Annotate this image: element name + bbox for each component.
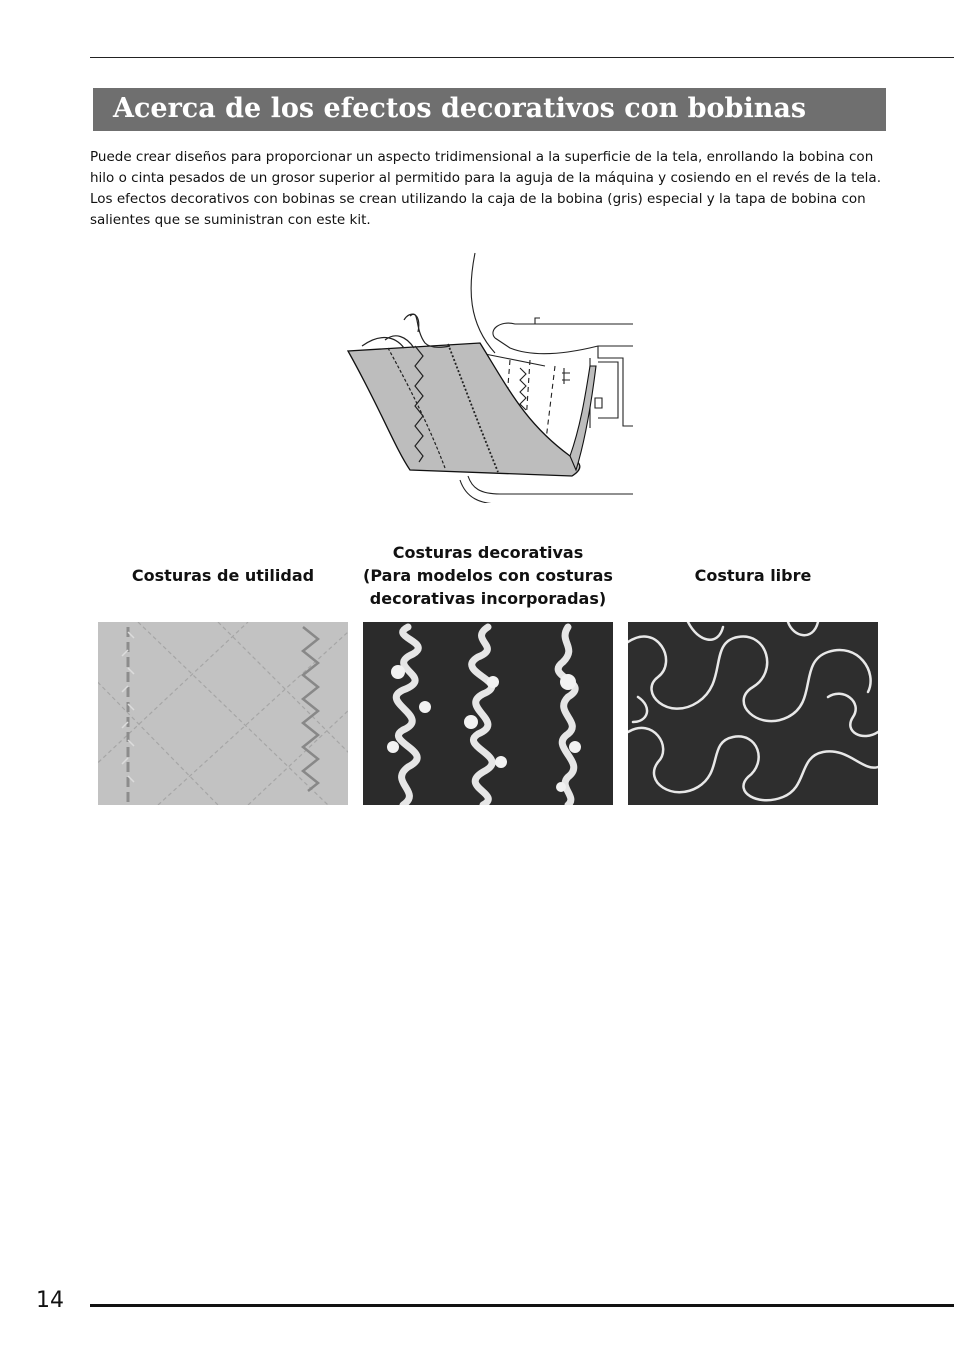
label-line: (Para modelos con costuras [363, 566, 613, 585]
label-utility-stitches [98, 564, 348, 587]
intro-line: Los efectos decorativos con bobinas se crean utilizando la caja de la bobina (gris) especial y la tapa de bobina con [90, 191, 866, 207]
decorative-stitch-photo [363, 622, 613, 805]
label-line: decorativas incorporadas) [369, 589, 607, 608]
label-line: Costuras decorativas [392, 543, 584, 562]
sewing-machine-fabric-icon [340, 248, 635, 503]
intro-paragraph [90, 147, 890, 231]
bottom-rule [90, 1304, 954, 1307]
intro-line: Puede crear diseños para proporcionar un aspecto tridimensional a la superficie de la tela, enrollando la bobina con [90, 149, 874, 165]
free-motion-photo [628, 622, 878, 805]
intro-line: hilo o cinta pesados de un grosor superior al permitido para la aguja de la máquina y cosiendo en el revés de la tela. [90, 170, 881, 186]
section-title-bar [93, 88, 886, 131]
label-free-motion [628, 564, 878, 587]
intro-line: salientes que se suministran con este kit. [90, 212, 371, 228]
section-title: Acerca de los efectos decorativos con bobinas [113, 93, 807, 124]
utility-stitch-photo [98, 622, 348, 805]
top-rule [90, 57, 954, 58]
label-line: Costuras de utilidad [131, 566, 315, 585]
page-number: 14 [36, 1288, 64, 1313]
label-line: Costura libre [694, 566, 812, 585]
label-decorative-stitches [350, 541, 626, 610]
